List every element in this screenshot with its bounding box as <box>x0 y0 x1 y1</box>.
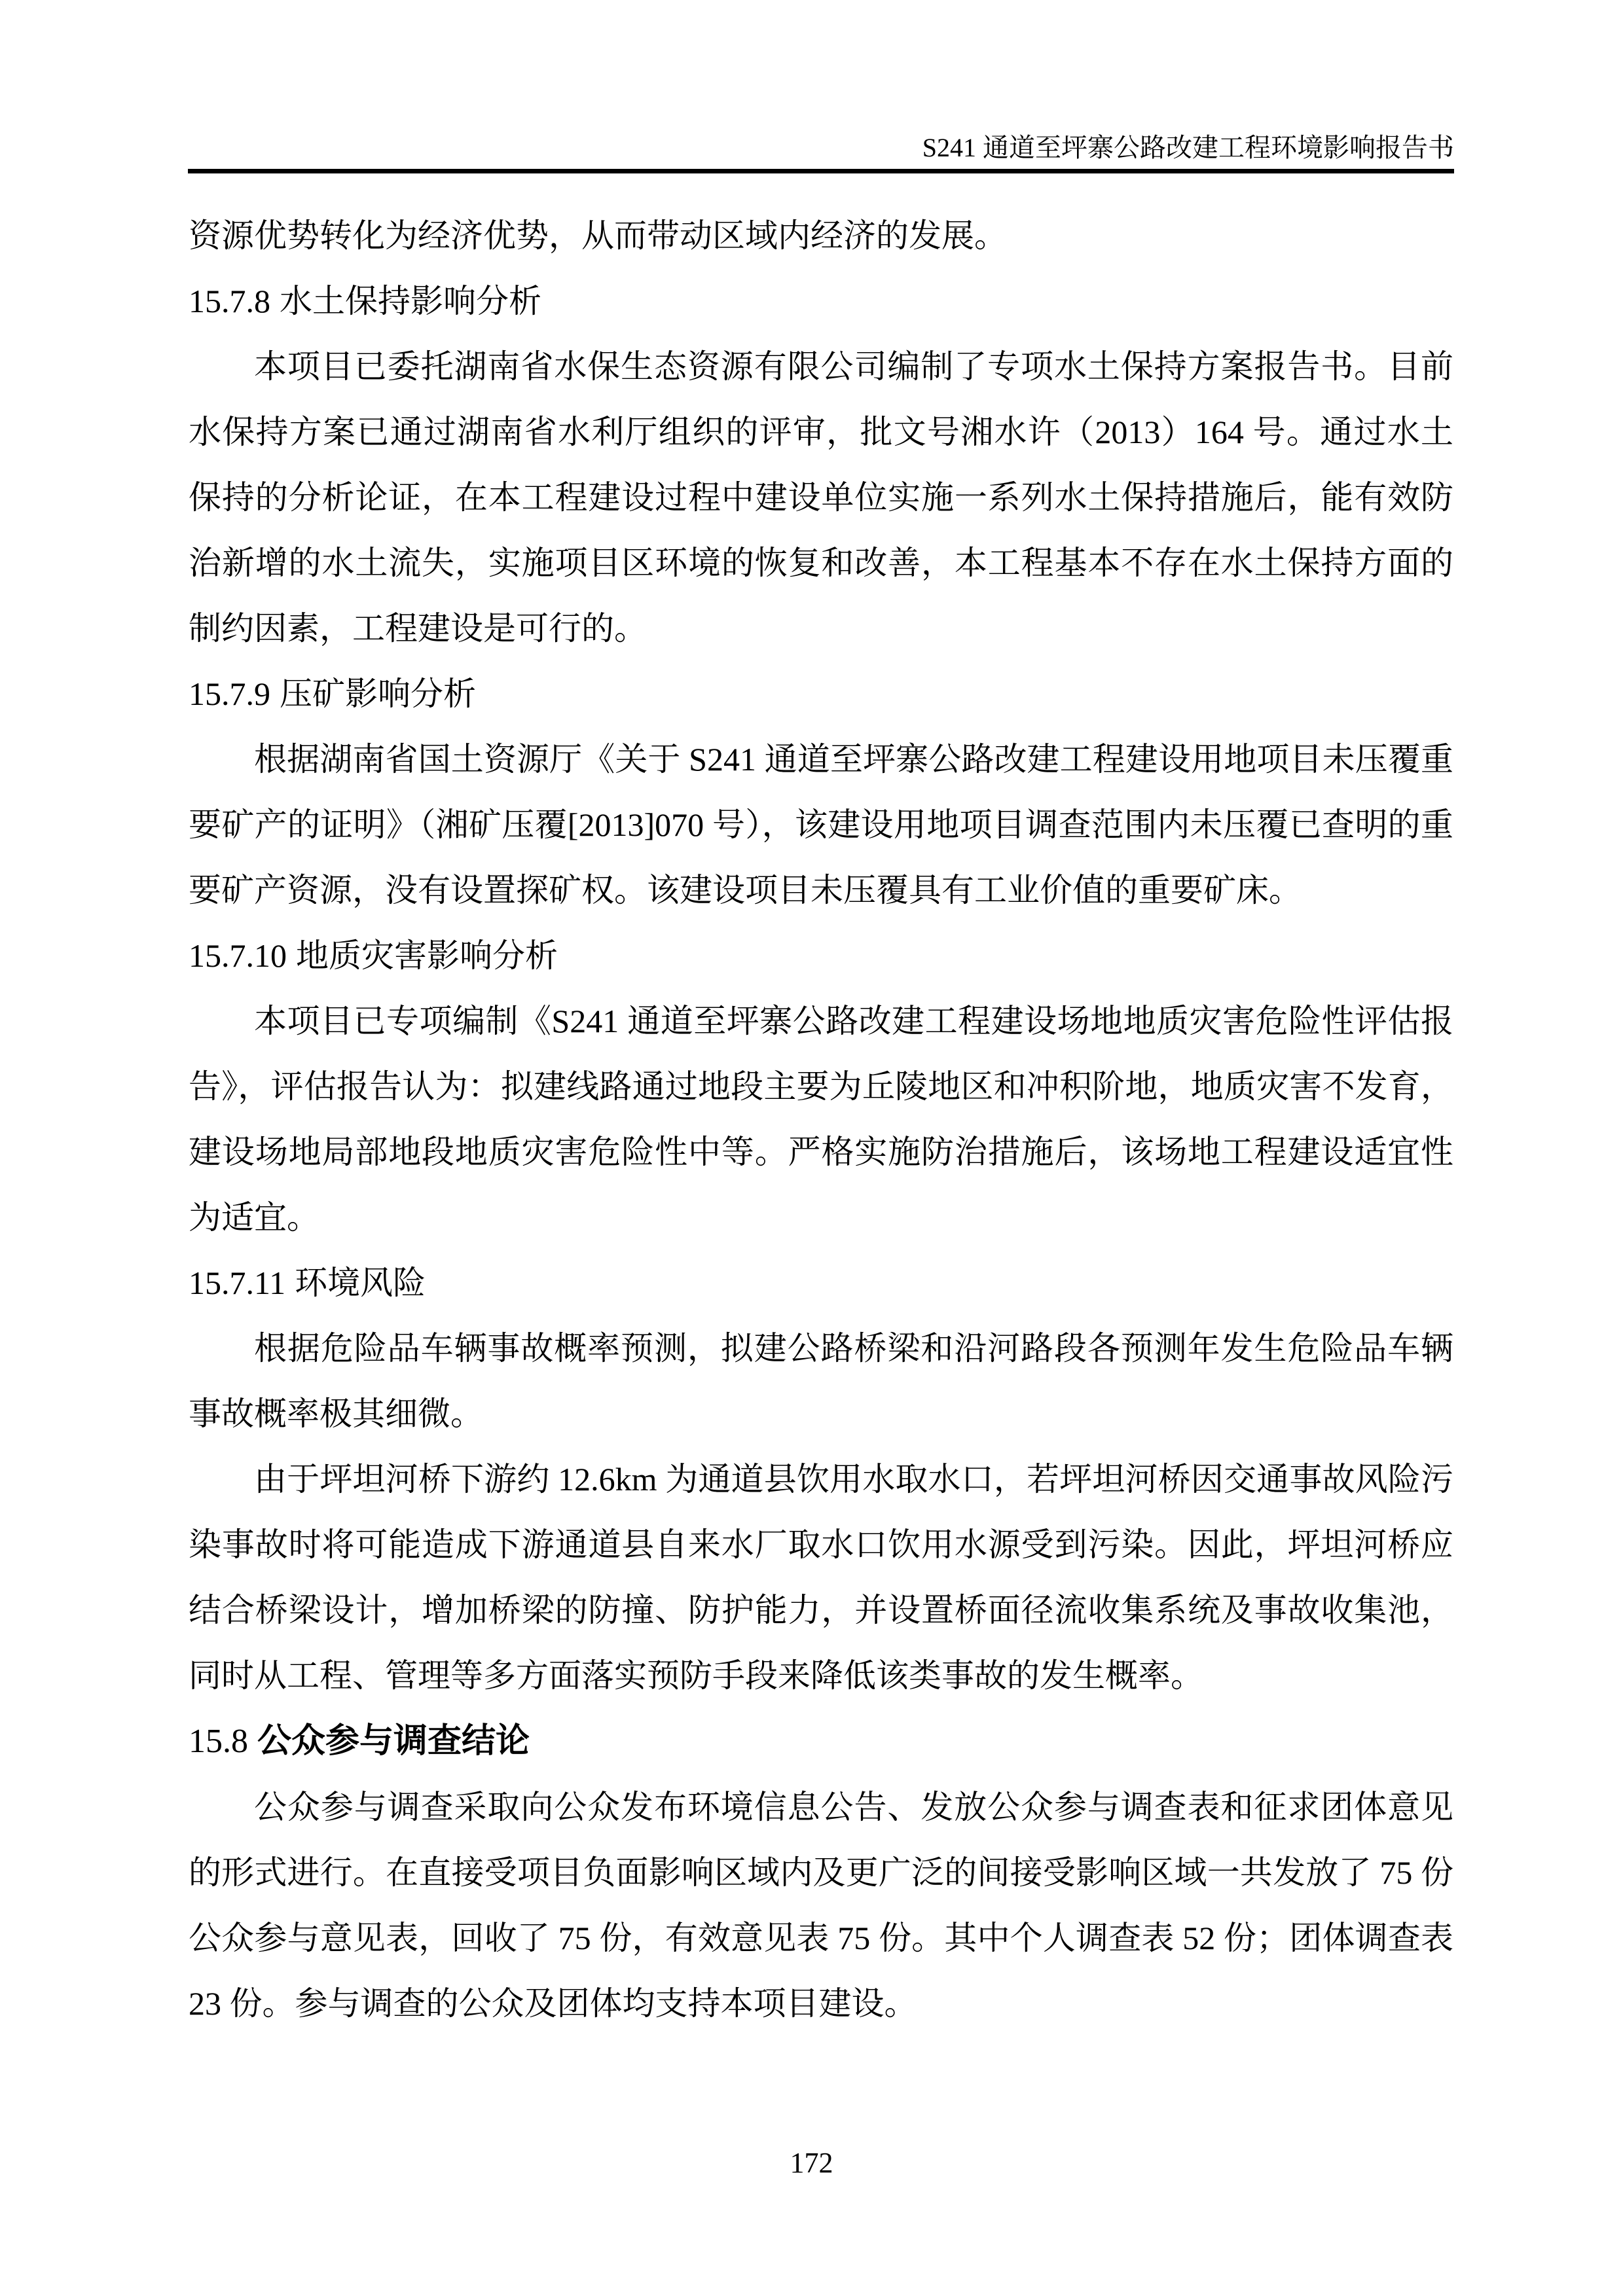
paragraph: 根据湖南省国土资源厅《关于 S241 通道至坪寨公路改建工程建设用地项目未压覆重要矿产的证明》（湘矿压覆[2013]070 号），该建设用地项目调查范围内未压覆已查明的重要矿产资源，没有设置探矿权。该建设项目未压覆具有工业价值的重要矿床。 <box>189 741 1453 908</box>
section-number: 15.7.8 <box>189 283 270 319</box>
section-title: 压矿影响分析 <box>280 675 476 712</box>
section-number: 15.8 <box>189 1723 248 1760</box>
paragraph: 资源优势转化为经济优势，从而带动区域内经济的发展。 <box>189 217 1007 254</box>
section-number: 15.7.10 <box>189 937 287 974</box>
paragraph: 本项目已委托湖南省水保生态资源有限公司编制了专项水土保持方案报告书。目前水保持方案已通过湖南省水利厅组织的评审，批文号湘水许（2013）164 号。通过水土保持的分析论证，在本工程建设过程中建设单位实施一系列水土保持措施后，能有效防治新增的水土流失，实施项目区环境的恢复和改善，本工程基本不存在水土保持方面的制约因素，工程建设是可行的。 <box>189 348 1453 647</box>
section-heading-15.7.11 <box>189 1250 1453 1316</box>
section-title: 水土保持影响分析 <box>280 283 541 319</box>
section-heading-15.7.10 <box>189 923 1453 988</box>
page-number: 172 <box>790 2147 833 2179</box>
section-heading-15.8 <box>189 1708 1453 1774</box>
section-title: 公众参与调查结论 <box>257 1722 530 1760</box>
page-header <box>188 131 1454 173</box>
section-number: 15.7.11 <box>189 1265 286 1301</box>
paragraph: 本项目已专项编制《S241 通道至坪寨公路改建工程建设场地地质灾害危险性评估报告》，评估报告认为：拟建线路通过地段主要为丘陵地区和冲积阶地，地质灾害不发育，建设场地局部地段地质灾害危险性中等。严格实施防治措施后，该场地工程建设适宜性为适宜。 <box>189 1003 1453 1236</box>
paragraph: 根据危险品车辆事故概率预测，拟建公路桥梁和沿河路段各预测年发生危险品车辆事故概率极其细微。 <box>189 1330 1453 1432</box>
paragraph: 公众参与调查采取向公众发布环境信息公告、发放公众参与调查表和征求团体意见的形式进行。在直接受项目负面影响区域内及更广泛的间接受影响区域一共发放了 75 份公众参与意见表，回收了 75 份，有效意见表 75 份。其中个人调查表 52 份；团体调查表 23 份。参与调查的公众及团体均支持本项目建设。 <box>189 1789 1453 2022</box>
section-number: 15.7.9 <box>189 675 270 712</box>
page-footer <box>0 2147 1623 2179</box>
section-title: 地质灾害影响分析 <box>296 937 558 974</box>
section-title: 环境风险 <box>295 1265 426 1301</box>
document-body <box>189 203 1453 2036</box>
section-heading-15.7.8 <box>189 268 1453 334</box>
header-title: S241 通道至坪寨公路改建工程环境影响报告书 <box>922 133 1454 162</box>
section-heading-15.7.9 <box>189 661 1453 726</box>
paragraph: 由于坪坦河桥下游约 12.6km 为通道县饮用水取水口，若坪坦河桥因交通事故风险污染事故时将可能造成下游通道县自来水厂取水口饮用水源受到污染。因此，坪坦河桥应结合桥梁设计，增加桥梁的防撞、防护能力，并设置桥面径流收集系统及事故收集池，同时从工程、管理等多方面落实预防手段来降低该类事故的发生概率。 <box>189 1461 1453 1694</box>
